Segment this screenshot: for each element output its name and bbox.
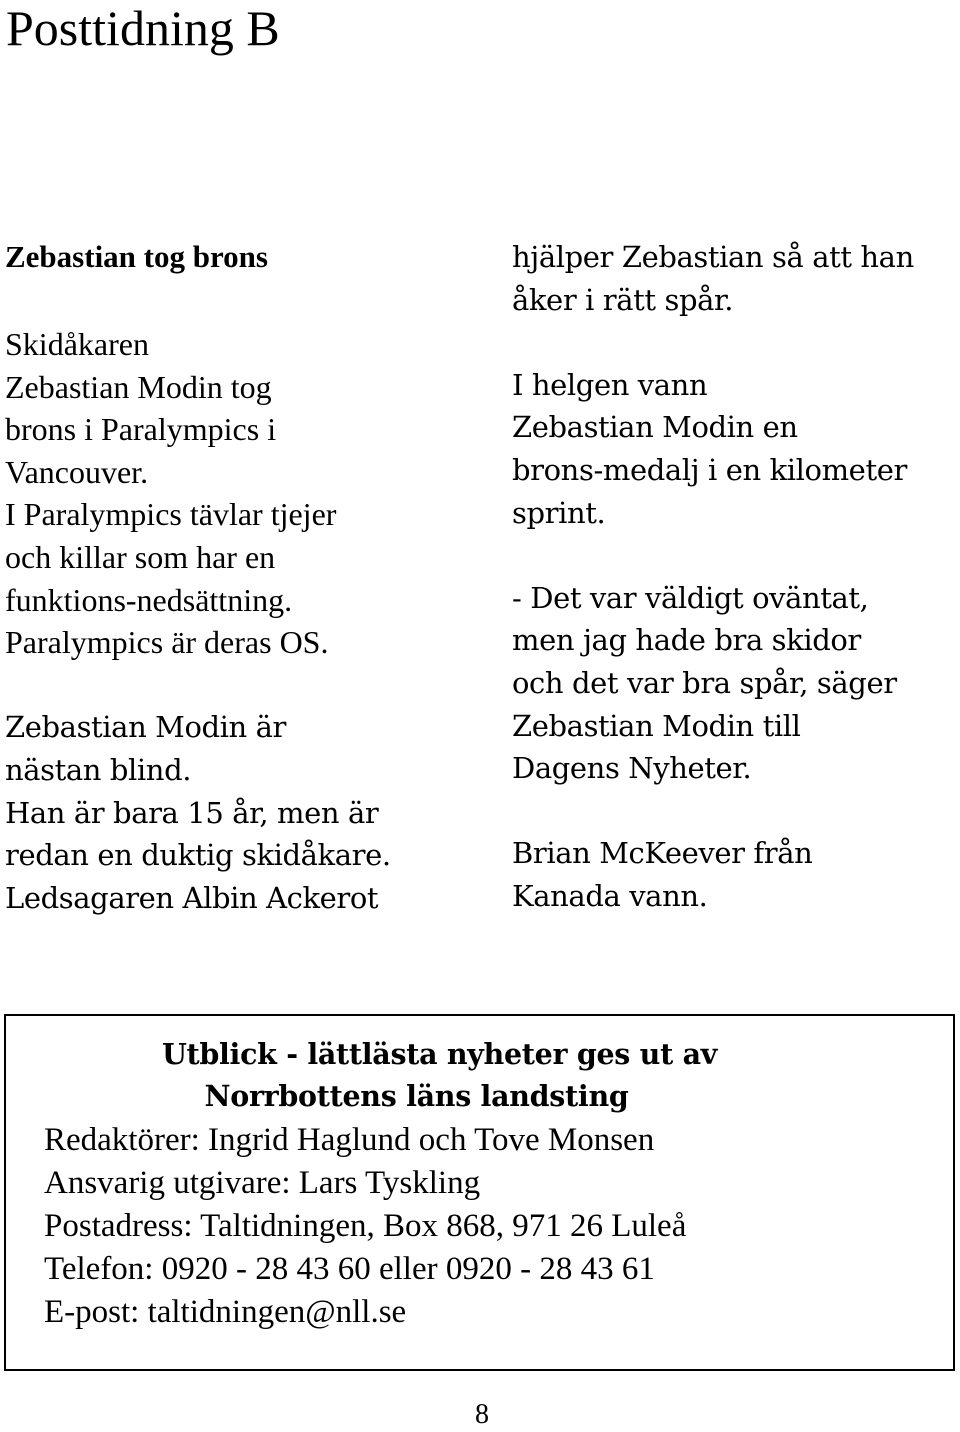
text-line: men jag hade bra skidor <box>512 623 861 658</box>
phone-line: Telefon: 0920 - 28 43 60 eller 0920 - 28 43 61 <box>44 1251 655 1287</box>
email-line: E-post: taltidningen@nll.se <box>44 1294 407 1330</box>
article-paragraph <box>5 323 485 664</box>
article-heading: Zebastian tog brons <box>5 239 268 274</box>
info-box-title: Utblick - lättlästa nyheter ges ut av <box>161 1037 718 1071</box>
text-line: redan en duktig skidåkare. <box>5 838 391 873</box>
info-box-subtitle: Norrbottens läns landsting <box>204 1079 629 1113</box>
text-line: Zebastian Modin en <box>512 410 798 445</box>
article-paragraph <box>512 577 957 790</box>
text-line: hjälper Zebastian så att han <box>512 240 914 274</box>
text-line: - Det var väldigt oväntat, <box>512 580 869 615</box>
text-line: Brian McKeever från <box>512 836 813 871</box>
text-line: brons-medalj i en kilometer <box>512 452 907 487</box>
info-box-details <box>44 1119 686 1334</box>
text-line: Skidåkaren <box>5 326 149 362</box>
text-line: I helgen vann <box>512 367 708 402</box>
publisher-line: Ansvarig utgivare: Lars Tyskling <box>44 1165 481 1201</box>
text-line: Zebastian Modin är <box>5 710 287 745</box>
page-title: Posttidning B <box>6 0 280 56</box>
text-line: Vancouver. <box>5 453 149 490</box>
article-paragraph <box>512 236 957 321</box>
text-line: och killar som har en <box>5 538 276 575</box>
text-line: I Paralympics tävlar tjejer <box>5 496 337 533</box>
text-line: Ledsagaren Albin Ackerot <box>5 880 379 915</box>
text-line: nästan blind. <box>5 752 192 787</box>
text-line: brons i Paralympics i <box>5 411 277 448</box>
text-line: funktions-nedsättning. <box>5 581 293 618</box>
text-line: Zebastian Modin tog <box>5 368 272 405</box>
article-paragraph <box>5 706 485 919</box>
text-line: Zebastian Modin till <box>512 708 801 743</box>
article-left-column <box>5 323 485 919</box>
page-number: 8 <box>475 1399 489 1430</box>
text-line: åker i rätt spår. <box>512 282 734 317</box>
text-line: och det var bra spår, säger <box>512 665 897 700</box>
publisher-info-box <box>4 1014 955 1371</box>
article-paragraph <box>512 364 957 534</box>
text-line: Kanada vann. <box>512 878 708 913</box>
text-line: Dagens Nyheter. <box>512 751 752 786</box>
article-right-column <box>512 236 957 918</box>
text-line: sprint. <box>512 495 606 530</box>
postal-address-line: Postadress: Taltidningen, Box 868, 971 26 Luleå <box>44 1208 687 1244</box>
text-line: Paralympics är deras OS. <box>5 624 329 661</box>
text-line: Han är bara 15 år, men är <box>5 795 379 830</box>
editors-line: Redaktörer: Ingrid Haglund och Tove Monsen <box>44 1122 655 1158</box>
article-paragraph <box>512 832 957 917</box>
